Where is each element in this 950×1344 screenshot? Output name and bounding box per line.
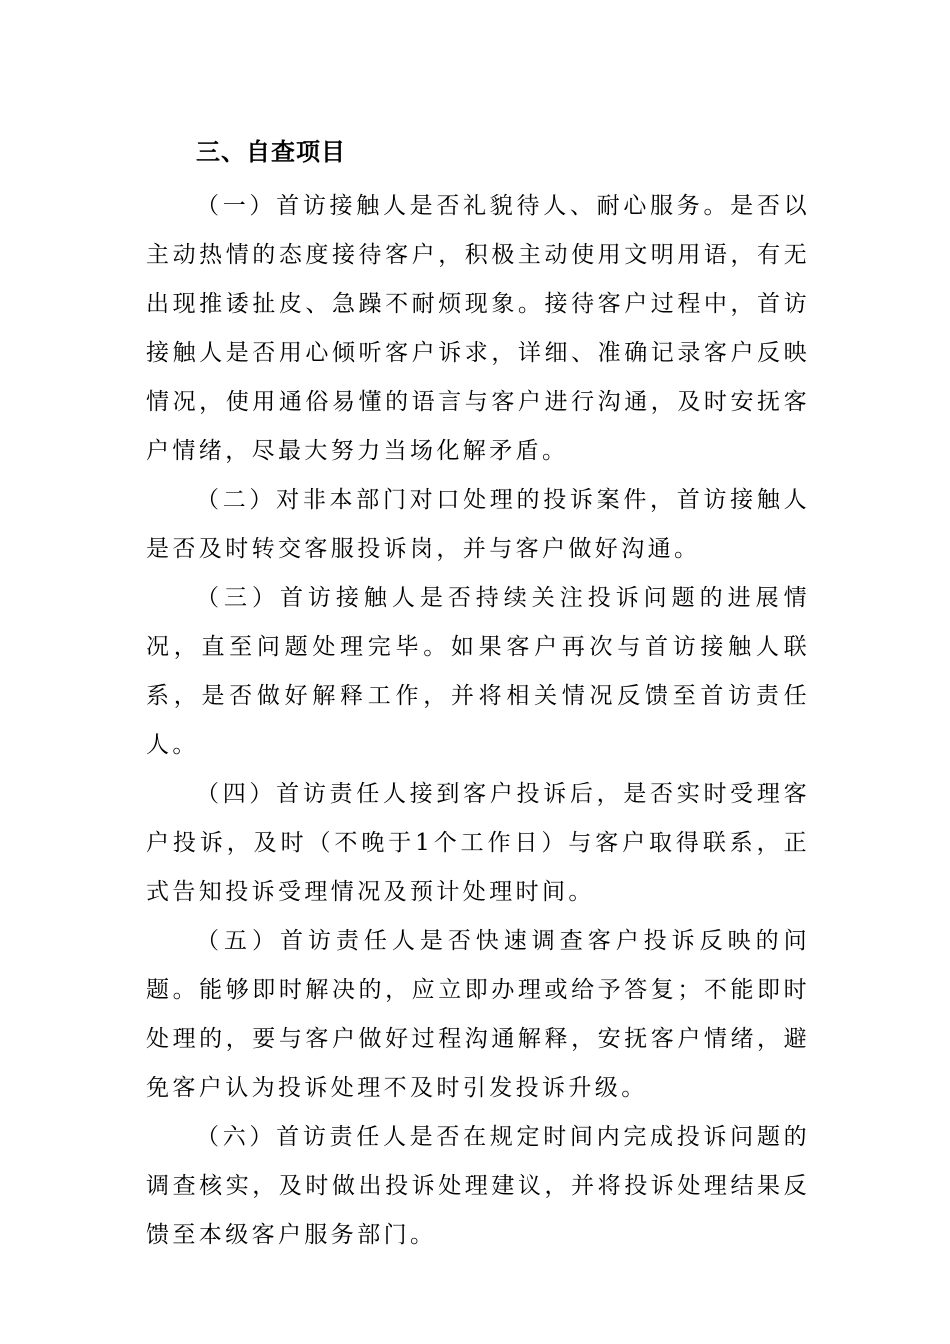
paragraph-6: （六）首访责任人是否在规定时间内完成投诉问题的调查核实，及时做出投诉处理建议，并将投诉处理结果反馈至本级客户服务部门。 (146, 1124, 810, 1248)
paragraph-5: （五）首访责任人是否快速调查客户投诉反映的问题。能够即时解决的，应立即办理或给予答复；不能即时处理的，要与客户做好过程沟通解释，安抚客户情绪，避免客户认为投诉处理不及时引发投诉升级。 (146, 928, 810, 1101)
section-body (146, 182, 810, 1260)
paragraph-2: （二）对非本部门对口处理的投诉案件，首访接触人是否及时转交客服投诉岗，并与客户做好沟通。 (146, 487, 810, 562)
section-heading: 三、自查项目 (196, 138, 346, 166)
paragraph-4: （四）首访责任人接到客户投诉后，是否实时受理客户投诉，及时（不晚于1个工作日）与客户取得联系，正式告知投诉受理情况及预计处理时间。 (146, 781, 810, 905)
paragraph-3: （三）首访接触人是否持续关注投诉问题的进展情况，直至问题处理完毕。如果客户再次与首访接触人联系，是否做好解释工作，并将相关情况反馈至首访责任人。 (146, 585, 810, 758)
paragraph-1: （一）首访接触人是否礼貌待人、耐心服务。是否以主动热情的态度接待客户，积极主动使用文明用语，有无出现推诿扯皮、急躁不耐烦现象。接待客户过程中，首访接触人是否用心倾听客户诉求，详细、准确记录客户反映情况，使用通俗易懂的语言与客户进行沟通，及时安抚客户情绪，尽最大努力当场化解矛盾。 (146, 193, 810, 464)
